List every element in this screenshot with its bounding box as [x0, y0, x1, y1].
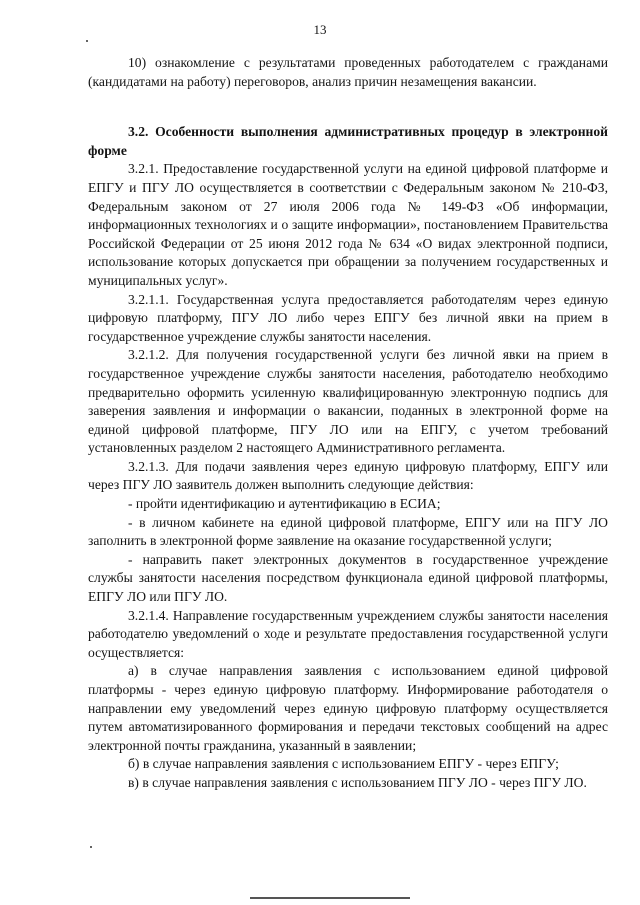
- document-body: [88, 54, 608, 793]
- paragraph-3-2-1-3: 3.2.1.3. Для подачи заявления через единую цифровую платформу, ЕПГУ или через ПГУ ЛО заявитель должен выполнить следующие действия:: [88, 458, 608, 493]
- list-item-b: б) в случае направления заявления с использованием ЕПГУ - через ЕПГУ;: [128, 756, 559, 772]
- list-item-a: а) в случае направления заявления с использованием единой цифровой платформы - через единую цифровую платформу. Информирование работодателя о направлении ему уведомлений через единую цифровую платформу осуществляется путем автоматизированного формирования и передачи текстовых сообщений на адрес электронной почты гражданина, указанный в заявлении;: [88, 663, 608, 753]
- paragraph-3-2-1: 3.2.1. Предоставление государственной услуги на единой цифровой платформе и ЕПГУ и ПГУ ЛО осуществляется в соответствии с Федеральным законом № 210-ФЗ, Федеральным законом от 27 июля 2006 года № 149-ФЗ «Об информации, информационных технологиях и о защите информации», постановлением Правительства Российской Федерации от 25 июня 2012 года № 634 «О видах электронной подписи, использование которых допускается при обращении за получением государственных и муниципальных услуг».: [88, 161, 608, 288]
- paragraph-3-2-1-2: 3.2.1.2. Для получения государственной услуги без личной явки на прием в государственное учреждение службы занятости населения, работодателю необходимо предварительно оформить усиленную квалифицированную электронную подпись для заверения заявления и информации о вакансии, поданных в электронной форме на единой цифровой платформе, ПГУ ЛО или на ЕПГУ, с учетом требований установленных разделом 2 настоящего Административного регламента.: [88, 347, 608, 456]
- paragraph-3-2-1-4: 3.2.1.4. Направление государственным учреждением службы занятости населения работодателю уведомлений о ходе и результате предоставления государственной услуги осуществляется:: [88, 607, 608, 660]
- list-item-personal-cabinet: - в личном кабинете на единой цифровой платформе, ЕПГУ или на ПГУ ЛО заполнить в электронной форме заявление на оказание государственной услуги;: [88, 514, 608, 549]
- paragraph-item-10: 10) ознакомление с результатами проведенных работодателем с гражданами (кандидатами на работу) переговоров, анализ причин незамещения вакансии.: [88, 55, 608, 89]
- page-number: 13: [313, 22, 327, 37]
- scan-speck: [86, 40, 88, 42]
- section-heading: 3.2. Особенности выполнения административных процедур в электронной форме: [88, 124, 608, 158]
- paragraph-3-2-1-1: 3.2.1.1. Государственная услуга предоставляется работодателям через единую цифровую платформу, ПГУ ЛО либо через ЕПГУ без личной явки на прием в государственное учреждение службы занятости населения.: [88, 291, 608, 344]
- scan-speck: [90, 846, 92, 848]
- list-item-send-package: - направить пакет электронных документов в государственное учреждение службы занятости населения посредством функционала единой цифровой платформы, ЕПГУ ЛО или ПГУ ЛО.: [88, 551, 608, 605]
- list-item-identification: - пройти идентификацию и аутентификацию в ЕСИА;: [128, 496, 441, 512]
- scan-bottom-edge: [250, 897, 410, 899]
- list-item-v: в) в случае направления заявления с использованием ПГУ ЛО - через ПГУ ЛО.: [128, 774, 587, 790]
